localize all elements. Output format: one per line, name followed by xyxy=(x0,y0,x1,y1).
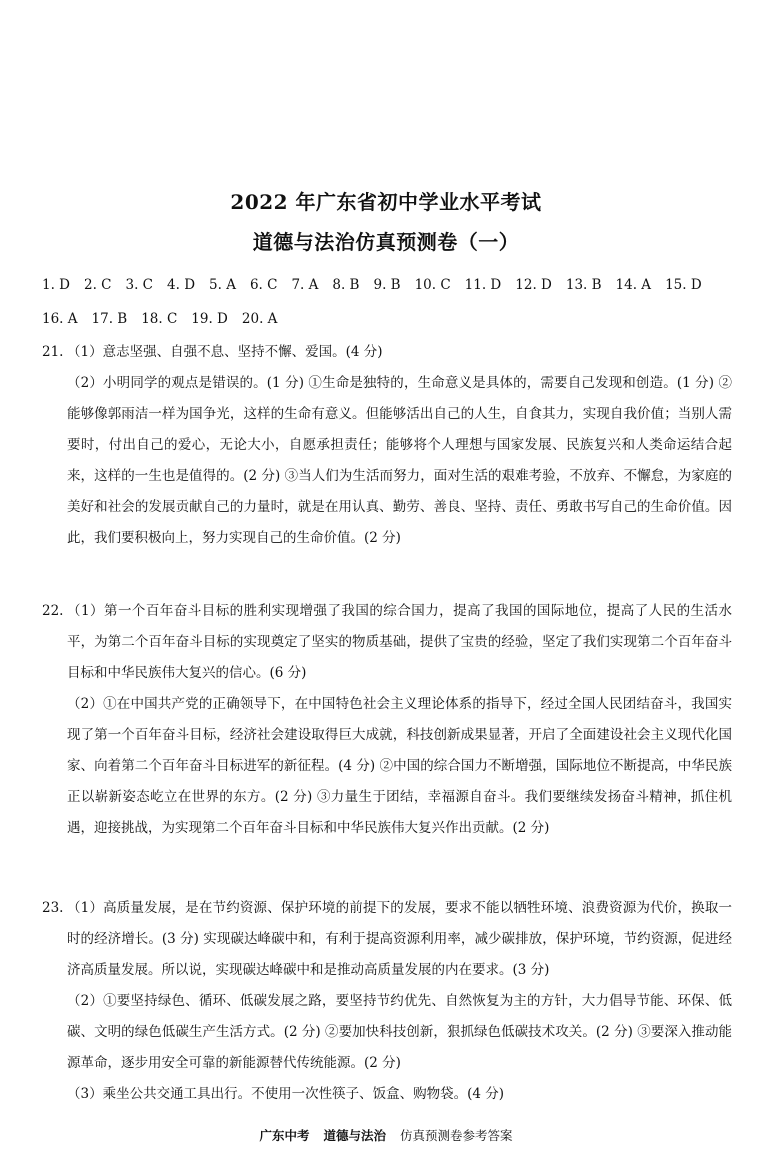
answer-part: （3）乘坐公共交通工具出行。不使用一次性筷子、饭盒、购物袋。(4 分) xyxy=(67,1086,505,1102)
footer-exam-name: 广东中考 xyxy=(259,1128,310,1143)
question-23 xyxy=(42,893,732,1110)
answer-part: （2）小明同学的观点是错误的。(1 分) ①生命是独特的，生命意义是具体的，需要自己发现和创造。(1 分) ②能够像郭雨洁一样为国争光，这样的生命有意义。但能够活出自己的人生，自食其力，实现自我价值；当别人需要时，付出自己的爱心，无论大小，自愿承担责任；能够将个人理想与国家发展、民族复兴和人类命运结合起来，这样的一生也是值得的。(2 分) ③当人们为生活而努力，面对生活的艰难考验，不放弃、不懈怠，为家庭的美好和社会的发展贡献自己的力量时，就是在用认真、勤劳、善良、坚持、责任、勇敢书写自己的生命价值。因此，我们要积极向上，努力实现自己的生命价值。(2 分) xyxy=(67,375,732,546)
mcq-answer: 3. C xyxy=(125,277,154,293)
answer-part: （1）第一个百年奋斗目标的胜利实现增强了我国的综合国力，提高了我国的国际地位，提高了人民的生活水平，为第二个百年奋斗目标的实现奠定了坚实的物质基础，提供了宝贵的经验，坚定了我们实现第二个百年奋斗目标和中华民族伟大复兴的信心。(6 分) xyxy=(67,603,732,681)
question-number: 23. xyxy=(42,900,64,916)
mcq-answer: 13. B xyxy=(565,277,602,293)
mcq-answer: 19. D xyxy=(191,311,228,327)
mcq-answer: 17. B xyxy=(91,311,128,327)
footer-subject: 道德与法治 xyxy=(323,1128,386,1143)
mcq-answer: 20. A xyxy=(241,311,278,327)
page-subtitle: 道德与法治仿真预测卷（一） xyxy=(252,230,520,254)
question-number: 21. xyxy=(42,344,64,360)
page-title: 2022 年广东省初中学业水平考试 xyxy=(230,190,542,214)
mcq-answer: 6. C xyxy=(249,277,278,293)
answer-part: （1）意志坚强、自强不息、坚持不懈、爱国。(4 分) xyxy=(67,344,383,360)
question-21 xyxy=(42,337,732,554)
mcq-answer: 11. D xyxy=(464,277,502,293)
answer-part: （1）高质量发展，是在节约资源、保护环境的前提下的发展，要求不能以牺牲环境、浪费资源为代价，换取一时的经济增长。(3 分) 实现碳达峰碳中和，有利于提高资源利用率，减少碳排放，保护环境，节约资源，促进经济高质量发展。所以说，实现碳达峰碳中和是推动高质量发展的内在要求。(3 分) xyxy=(67,900,732,978)
mcq-answer: 16. A xyxy=(42,311,78,327)
mcq-answer: 1. D xyxy=(42,277,70,293)
mcq-answers-row-2 xyxy=(42,311,742,327)
footer-description: 仿真预测卷参考答案 xyxy=(399,1128,513,1143)
mcq-answer: 9. B xyxy=(373,277,401,293)
question-number: 22. xyxy=(42,603,64,619)
answer-part: （2）①要坚持绿色、循环、低碳发展之路，要坚持节约优先、自然恢复为主的方针，大力倡导节能、环保、低碳、文明的绿色低碳生产生活方式。(2 分) ②要加快科技创新，狠抓绿色低碳技术攻关。(2 分) ③要深入推动能源革命，逐步用安全可靠的新能源替代传统能源。(2 分) xyxy=(67,993,732,1071)
answer-part: （2）①在中国共产党的正确领导下，在中国特色社会主义理论体系的指导下，经过全国人民团结奋斗，我国实现了第一个百年奋斗目标，经济社会建设取得巨大成就，科技创新成果显著，开启了全面建设社会主义现代化国家、向着第二个百年奋斗目标进军的新征程。(4 分) ②中国的综合国力不断增强，国际地位不断提高，中华民族正以崭新姿态屹立在世界的东方。(2 分) ③力量生于团结，幸福源自奋斗。我们要继续发扬奋斗精神，抓住机遇，迎接挑战，为实现第二个百年奋斗目标和中华民族伟大复兴作出贡献。(2 分) xyxy=(67,696,732,836)
mcq-answer: 10. C xyxy=(414,277,451,293)
mcq-answer: 7. A xyxy=(291,277,319,293)
question-22 xyxy=(42,596,732,844)
mcq-answer: 2. C xyxy=(84,277,112,293)
mcq-answer: 18. C xyxy=(141,311,178,327)
mcq-answer: 14. A xyxy=(615,277,652,293)
mcq-answer: 5. A xyxy=(209,277,236,293)
page-footer xyxy=(0,1126,772,1144)
mcq-answer: 12. D xyxy=(515,277,552,293)
mcq-answer: 8. B xyxy=(332,277,360,293)
mcq-answers-row-1 xyxy=(42,277,742,293)
mcq-answer: 15. D xyxy=(665,277,702,293)
mcq-answer: 4. D xyxy=(167,277,196,293)
